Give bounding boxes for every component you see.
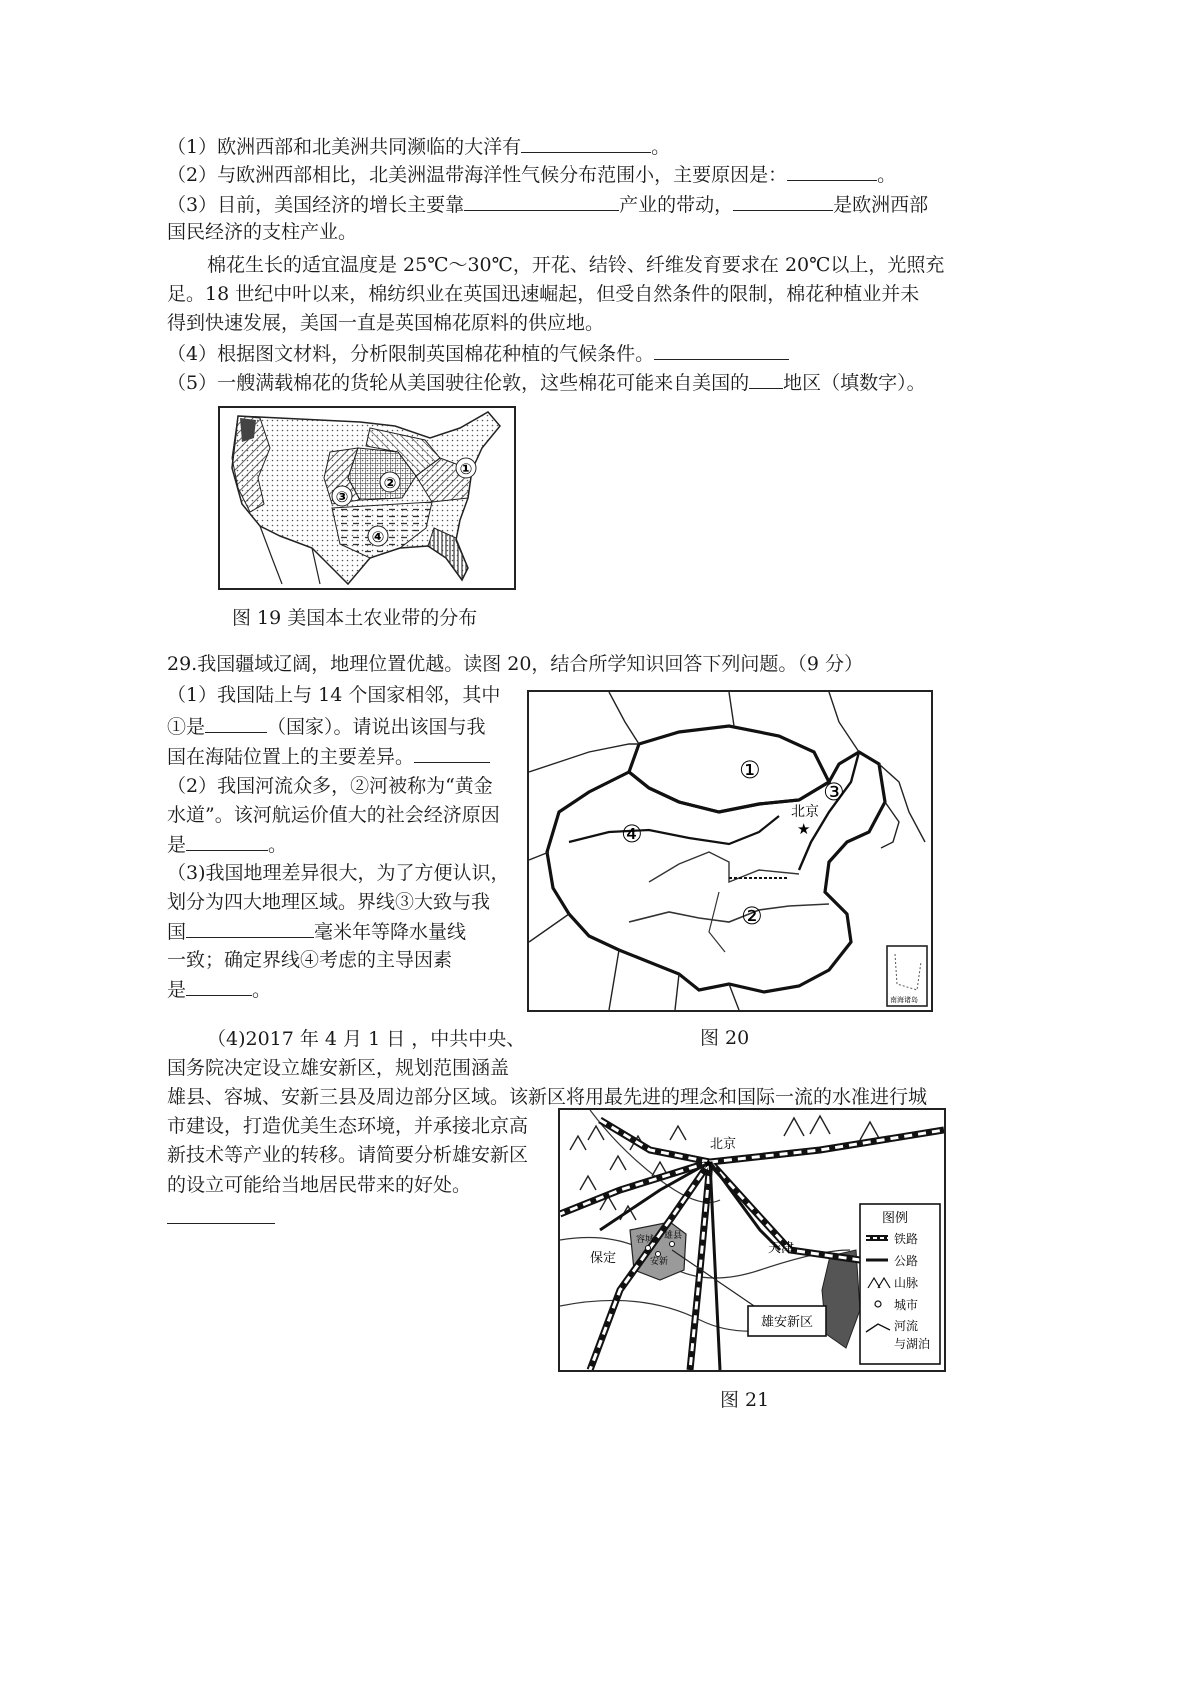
q29-line-9b: 毫米年等降水量线 xyxy=(314,921,467,943)
q29-line-9 xyxy=(167,917,466,946)
fig19-label-3: ③ xyxy=(335,488,349,506)
q28-sub5-a: （5）一艘满载棉花的货轮从美国驶往伦敦，这些棉花可能来自美国的 xyxy=(167,372,750,394)
fig20-beijing-label: 北京 xyxy=(791,804,819,820)
q29-line-2a: ①是 xyxy=(167,716,206,738)
figure-21-xiongan-map xyxy=(558,1108,946,1372)
q28-sub2-text: （2）与欧洲西部相比，北美洲温带海洋性气候分布范围小，主要原因是： xyxy=(167,164,788,186)
answer-blank[interactable] xyxy=(749,368,783,389)
fig21-beijing-label: 北京 xyxy=(710,1137,737,1152)
q29-line-8: 划分为四大地理区域。界线③大致与我 xyxy=(167,891,491,913)
q28-sub3-c: 是欧洲西部 xyxy=(833,194,929,216)
legend-city: 城市 xyxy=(894,1298,919,1312)
figure-20-china-map xyxy=(527,690,933,1012)
bohai-lake xyxy=(822,1250,860,1348)
q29-line-12: （4)2017 年 4 月 1 日 ，中共中央、 xyxy=(207,1028,526,1050)
legend-mountain: 山脉 xyxy=(894,1276,919,1290)
q28-sub3 xyxy=(167,190,928,219)
fig19-label-4: ④ xyxy=(371,528,385,546)
answer-blank[interactable] xyxy=(205,712,267,733)
q28-sub2 xyxy=(167,160,896,189)
figure-20-caption: 图 20 xyxy=(700,1027,750,1049)
material-line-3: 得到快速发展，美国一直是英国棉花原料的供应地。 xyxy=(167,312,605,334)
q29-line-13: 国务院决定设立雄安新区，规划范围涵盖 xyxy=(167,1057,510,1079)
q29-line-6 xyxy=(167,830,287,859)
fig20-label-2: ② xyxy=(741,902,763,930)
q28-sub3-a: （3）目前，美国经济的增长主要靠 xyxy=(167,194,465,216)
fig19-label-2: ② xyxy=(383,474,397,492)
q29-line-14: 雄县、容城、安新三县及周边部分区域。该新区将用最先进的理念和国际一流的水准进行城 xyxy=(167,1086,928,1108)
answer-blank[interactable] xyxy=(167,1203,275,1224)
q29-line-6a: 是 xyxy=(167,834,187,856)
fig21-rongcheng-label: 容城 xyxy=(636,1235,655,1245)
q28-sub1-text: （1）欧洲西部和北美洲共同濒临的大洋有 xyxy=(167,136,522,158)
answer-blank[interactable] xyxy=(787,160,877,181)
fig20-label-3: ③ xyxy=(823,778,845,806)
q28-sub4-text: （4）根据图文材料，分析限制英国棉花种植的气候条件。 xyxy=(167,343,655,365)
fig21-xiongxian-label: 雄县 xyxy=(664,1231,683,1241)
fig21-beijing-star-icon: ★ xyxy=(702,1156,715,1172)
figure-21-caption: 图 21 xyxy=(720,1389,770,1411)
answer-blank[interactable] xyxy=(186,830,268,851)
fig21-baoding-label: 保定 xyxy=(590,1251,617,1266)
fig21-tianjin-label: 天津 xyxy=(768,1241,795,1256)
answer-blank[interactable] xyxy=(521,132,651,153)
q29-line-1: （1）我国陆上与 14 个国家相邻，其中 xyxy=(167,684,501,706)
q29-line-11 xyxy=(167,975,271,1004)
q28-sub3-cont: 国民经济的支柱产业。 xyxy=(167,221,358,243)
answer-blank[interactable] xyxy=(186,917,314,938)
fig20-label-4: ④ xyxy=(621,820,643,848)
city-icon xyxy=(875,1301,881,1307)
q28-sub2-end: 。 xyxy=(877,164,897,186)
figure-19-us-agriculture-map xyxy=(218,406,516,590)
q28-sub5 xyxy=(167,368,926,397)
q29-line-15: 市建设，打造优美生态环境，并承接北京高 xyxy=(167,1115,529,1137)
material-line-1: 棉花生长的适宜温度是 25℃～30℃，开花、结铃、纤维发育要求在 20℃以上，光照充 xyxy=(207,254,945,276)
legend-river: 河流 xyxy=(894,1319,919,1333)
q29-line-6b: 。 xyxy=(268,834,288,856)
legend-railway: 铁路 xyxy=(894,1232,919,1246)
q29-line-4: （2）我国河流众多，②河被称为“黄金 xyxy=(167,775,493,797)
legend-lake: 与湖泊 xyxy=(894,1337,931,1351)
q28-sub4 xyxy=(167,339,789,368)
answer-blank[interactable] xyxy=(654,339,789,360)
q29-line-10: 一致；确定界线④考虑的主导因素 xyxy=(167,949,453,971)
xiongan-label: 雄安新区 xyxy=(760,1315,814,1330)
q29-line-5: 水道”。该河航运价值大的社会经济原因 xyxy=(167,804,500,826)
q29-line-9a: 国 xyxy=(167,921,187,943)
fig21-anxin-label: 安新 xyxy=(650,1257,669,1267)
fig19-label-1: ① xyxy=(459,460,473,478)
q29-line-17: 的设立可能给当地居民带来的好处。 xyxy=(167,1174,472,1196)
q29-line-11a: 是 xyxy=(167,979,187,1001)
answer-blank[interactable] xyxy=(414,742,490,763)
material-line-2: 足。18 世纪中叶以来，棉纺织业在英国迅速崛起，但受自然条件的限制，棉花种植业并未 xyxy=(167,283,920,305)
q29-line-11b: 。 xyxy=(252,979,272,1001)
legend-title: 图例 xyxy=(882,1211,909,1226)
answer-blank[interactable] xyxy=(464,190,619,211)
q29-line-3-text: 国在海陆位置上的主要差异。 xyxy=(167,746,415,768)
q28-sub1-end: 。 xyxy=(651,136,671,158)
q29-title: 29.我国疆域辽阔，地理位置优越。读图 20，结合所学知识回答下列问题。（9 分） xyxy=(167,653,864,675)
beijing-star-icon: ★ xyxy=(797,820,811,838)
q28-sub3-b: 产业的带动， xyxy=(619,194,734,216)
legend-road: 公路 xyxy=(894,1254,919,1268)
q29-line-3 xyxy=(167,742,490,771)
fig20-label-1: ① xyxy=(739,756,761,784)
q29-line-2 xyxy=(167,712,486,741)
q28-sub5-b: 地区（填数字）。 xyxy=(783,372,926,394)
inset-label: 南海诸岛 xyxy=(890,996,918,1004)
q28-sub1 xyxy=(167,132,670,161)
answer-blank[interactable] xyxy=(186,975,252,996)
answer-blank[interactable] xyxy=(733,190,833,211)
q29-line-7: （3)我国地理差异很大，为了方便认识， xyxy=(167,862,510,884)
q29-line-16: 新技术等产业的转移。请简要分析雄安新区 xyxy=(167,1144,529,1166)
figure-19-caption: 图 19 美国本土农业带的分布 xyxy=(232,607,478,629)
q29-line-2b: （国家）。请说出该国与我 xyxy=(267,716,486,738)
